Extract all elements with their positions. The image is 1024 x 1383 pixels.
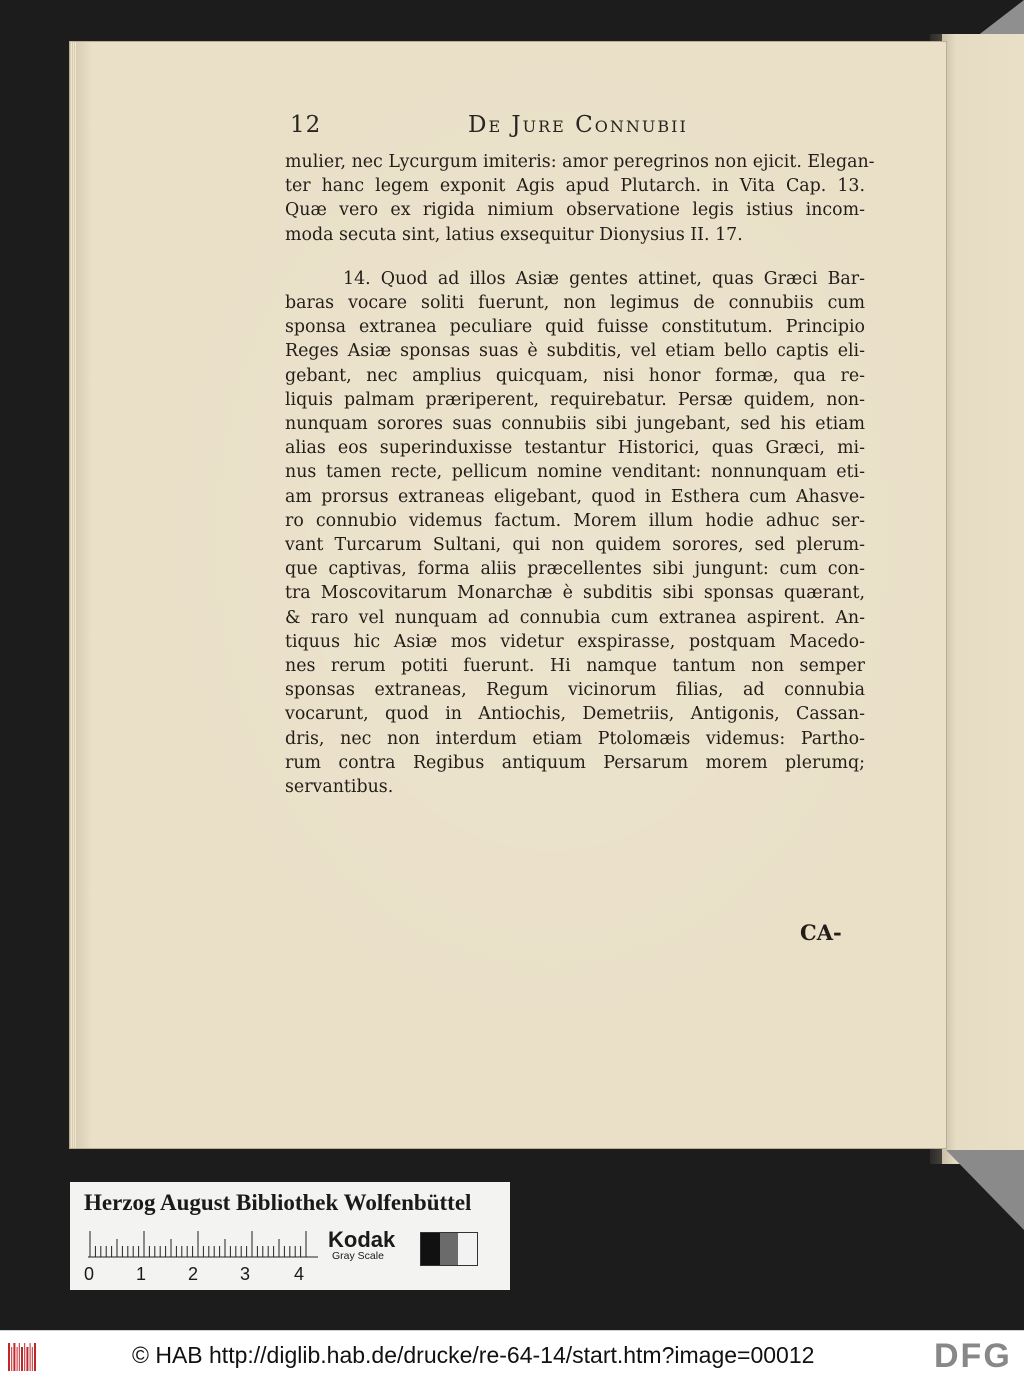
gray-scale-label: Gray Scale <box>332 1250 384 1262</box>
text-line: dris, nec non interdum etiam Ptolomæis videmus: Partho- <box>285 728 865 749</box>
text-line: & raro vel nunquam ad connubia cum extranea aspirent. An- <box>285 607 865 628</box>
text-line: baras vocare soliti fuerunt, non legimus de connubiis cum <box>285 293 865 314</box>
text-line: que captivas, forma aliis præcellentes sibi jungunt: cum con- <box>285 559 865 580</box>
paragraph-14 <box>285 267 865 799</box>
logo-bar <box>26 1347 28 1371</box>
logo-bar <box>19 1343 20 1371</box>
copyright-url[interactable]: © HAB http://diglib.hab.de/drucke/re-64-14/start.htm?image=00012 <box>132 1342 815 1368</box>
text-line: sponsas extraneas, Regum vicinorum filias, ad connubia <box>285 680 865 701</box>
ruler-number: 0 <box>84 1264 95 1284</box>
text-line: tra Moscovitarum Monarchæ è subditis sibi sponsas quærant, <box>285 583 865 604</box>
footer-bar <box>0 1330 1024 1383</box>
gray-patches <box>420 1232 478 1266</box>
gray-patch-mid <box>440 1233 459 1265</box>
corner-mark-bottom <box>946 1150 1024 1230</box>
body-text <box>285 150 875 799</box>
facing-page-edge <box>942 34 1024 1164</box>
text-line: liquis palmam præriperent, requirebatur. Persæ quidem, non- <box>285 389 865 410</box>
text-line: vant Turcarum Sultani, qui non quidem sorores, sed plerum- <box>285 535 865 556</box>
logo-bar <box>32 1347 33 1371</box>
gray-patch-light <box>458 1233 477 1265</box>
text-line: vocarunt, quod in Antiochis, Demetriis, Antigonis, Cassan- <box>285 704 865 725</box>
text-line: ro connubio videmus factum. Morem illum hodie adhuc ser- <box>285 510 865 531</box>
gray-patch-dark <box>421 1233 440 1265</box>
text-line: nes rerum potiti fuerunt. Hi namque tantum non semper <box>285 656 865 677</box>
text-line: rum contra Regibus antiquum Persarum morem plerumq; <box>285 752 865 773</box>
logo-bar <box>34 1343 36 1371</box>
text-line: ter hanc legem exponit Agis apud Plutarch. in Vita Cap. 13. <box>285 176 865 197</box>
ruler-number: 3 <box>240 1264 251 1284</box>
text-line: gebant, nec amplius quicquam, nisi honor formæ, qua re- <box>285 365 865 386</box>
catchword: CA- <box>800 920 842 945</box>
color-scale-card <box>70 1182 510 1290</box>
text-line: nus tamen recte, pellicum nomine venditant: nonnunquam eti- <box>285 462 865 483</box>
ruler-number: 2 <box>188 1264 199 1284</box>
text-line: 14. Quod ad illos Asiæ gentes attinet, quas Græci Bar- <box>343 268 865 289</box>
logo-bar <box>13 1343 15 1371</box>
text-line: alias eos superinduxisse testantur Historici, quas Græci, mi- <box>285 438 865 459</box>
paragraph-continuation <box>285 150 875 247</box>
text-line: am prorsus extraneas eligebant, quod in Esthera cum Ahasve- <box>285 486 865 507</box>
ruler-ticks <box>88 1230 318 1258</box>
logo-bar <box>11 1347 12 1371</box>
text-line: tiquus hic Asiæ mos videtur exspirasse, postquam Macedo- <box>285 631 865 652</box>
library-name: Herzog August Bibliothek Wolfenbüttel <box>84 1190 472 1215</box>
page-number: 12 <box>290 112 322 138</box>
text-line: Quæ vero ex rigida nimium observatione legis istius incom- <box>285 200 865 221</box>
logo-bar <box>8 1343 10 1371</box>
logo-bar <box>21 1347 23 1371</box>
ruler-number: 4 <box>294 1264 305 1284</box>
hab-barcode-logo-icon <box>8 1343 38 1371</box>
ruler-number: 1 <box>136 1264 147 1284</box>
text-line: nunquam sorores suas connubiis sibi jungebant, sed his etiam <box>285 414 865 435</box>
dfg-logo: DFG <box>934 1337 1012 1375</box>
logo-bar <box>17 1347 18 1371</box>
page-edge <box>70 42 76 1148</box>
text-line: Reges Asiæ sponsas suas è subditis, vel etiam bello captis eli- <box>285 341 865 362</box>
text-line: moda secuta sint, latius exsequitur Dionysius II. 17. <box>285 224 743 245</box>
running-title: De Jure Connubii <box>468 112 688 138</box>
text-line: mulier, nec Lycurgum imiteris: amor peregrinos non ejicit. Elegan- <box>285 152 875 172</box>
text-line: sponsa extranea peculiare quid fuisse constitutum. Principio <box>285 317 865 338</box>
page-header <box>290 112 870 148</box>
logo-bar <box>24 1343 25 1371</box>
text-line: servantibus. <box>285 777 394 798</box>
logo-bar <box>30 1343 31 1371</box>
kodak-brand: Kodak <box>328 1227 396 1252</box>
